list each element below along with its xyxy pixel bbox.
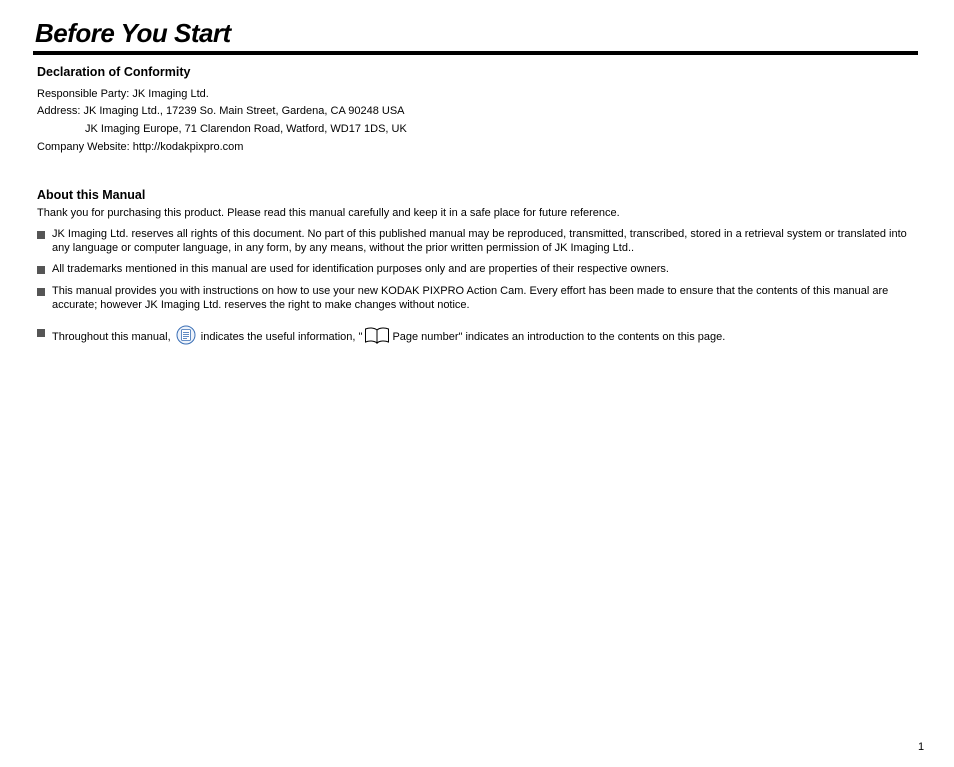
bullet-rights: JK Imaging Ltd. reserves all rights of this document. No part of this published manual may be reproduced, transmitted, transcribed, stored in a retrieval system or translated into any language or computer language, in any form, by any means, without the prior written permission of JK Imaging Ltd.. — [52, 228, 907, 254]
bullet-marker — [37, 231, 45, 239]
bullet-instructions: This manual provides you with instructions on how to use your new KODAK PIXPRO Action Cam. Every effort has been made to ensure that the contents of this manual are accurate; however JK Imaging Ltd. reserves the right to make changes without notice. — [52, 285, 889, 311]
icon-legend-text-1: Throughout this manual, — [52, 330, 171, 343]
icon-legend-text-3: Page number" indicates an introduction to the contents on this page. — [392, 330, 726, 343]
page-number: 1 — [918, 741, 925, 753]
icon-legend-text-2: indicates the useful information, " — [200, 330, 363, 343]
address-line-2: JK Imaging Europe, 71 Clarendon Road, Watford, WD17 1DS, UK — [85, 123, 407, 135]
manual-heading: About this Manual — [37, 188, 146, 202]
bullet-marker — [37, 288, 45, 296]
memo-note-icon — [176, 325, 196, 349]
declaration-heading: Declaration of Conformity — [37, 65, 191, 79]
bullet-marker — [37, 329, 45, 337]
page-title: Before You Start — [35, 18, 231, 48]
bullet-icon-legend — [52, 325, 922, 349]
address-line-1: Address: JK Imaging Ltd., 17239 So. Main Street, Gardena, CA 90248 USA — [37, 105, 405, 117]
company-website: Company Website: http://kodakpixpro.com — [37, 141, 244, 153]
title-rule — [33, 51, 918, 55]
open-book-icon — [364, 326, 390, 348]
bullet-trademarks: All trademarks mentioned in this manual are used for identification purposes only and are properties of their respective owners. — [52, 263, 669, 275]
manual-intro: Thank you for purchasing this product. Please read this manual carefully and keep it in a safe place for future reference. — [37, 207, 620, 219]
responsible-party: Responsible Party: JK Imaging Ltd. — [37, 88, 209, 100]
bullet-marker — [37, 266, 45, 274]
